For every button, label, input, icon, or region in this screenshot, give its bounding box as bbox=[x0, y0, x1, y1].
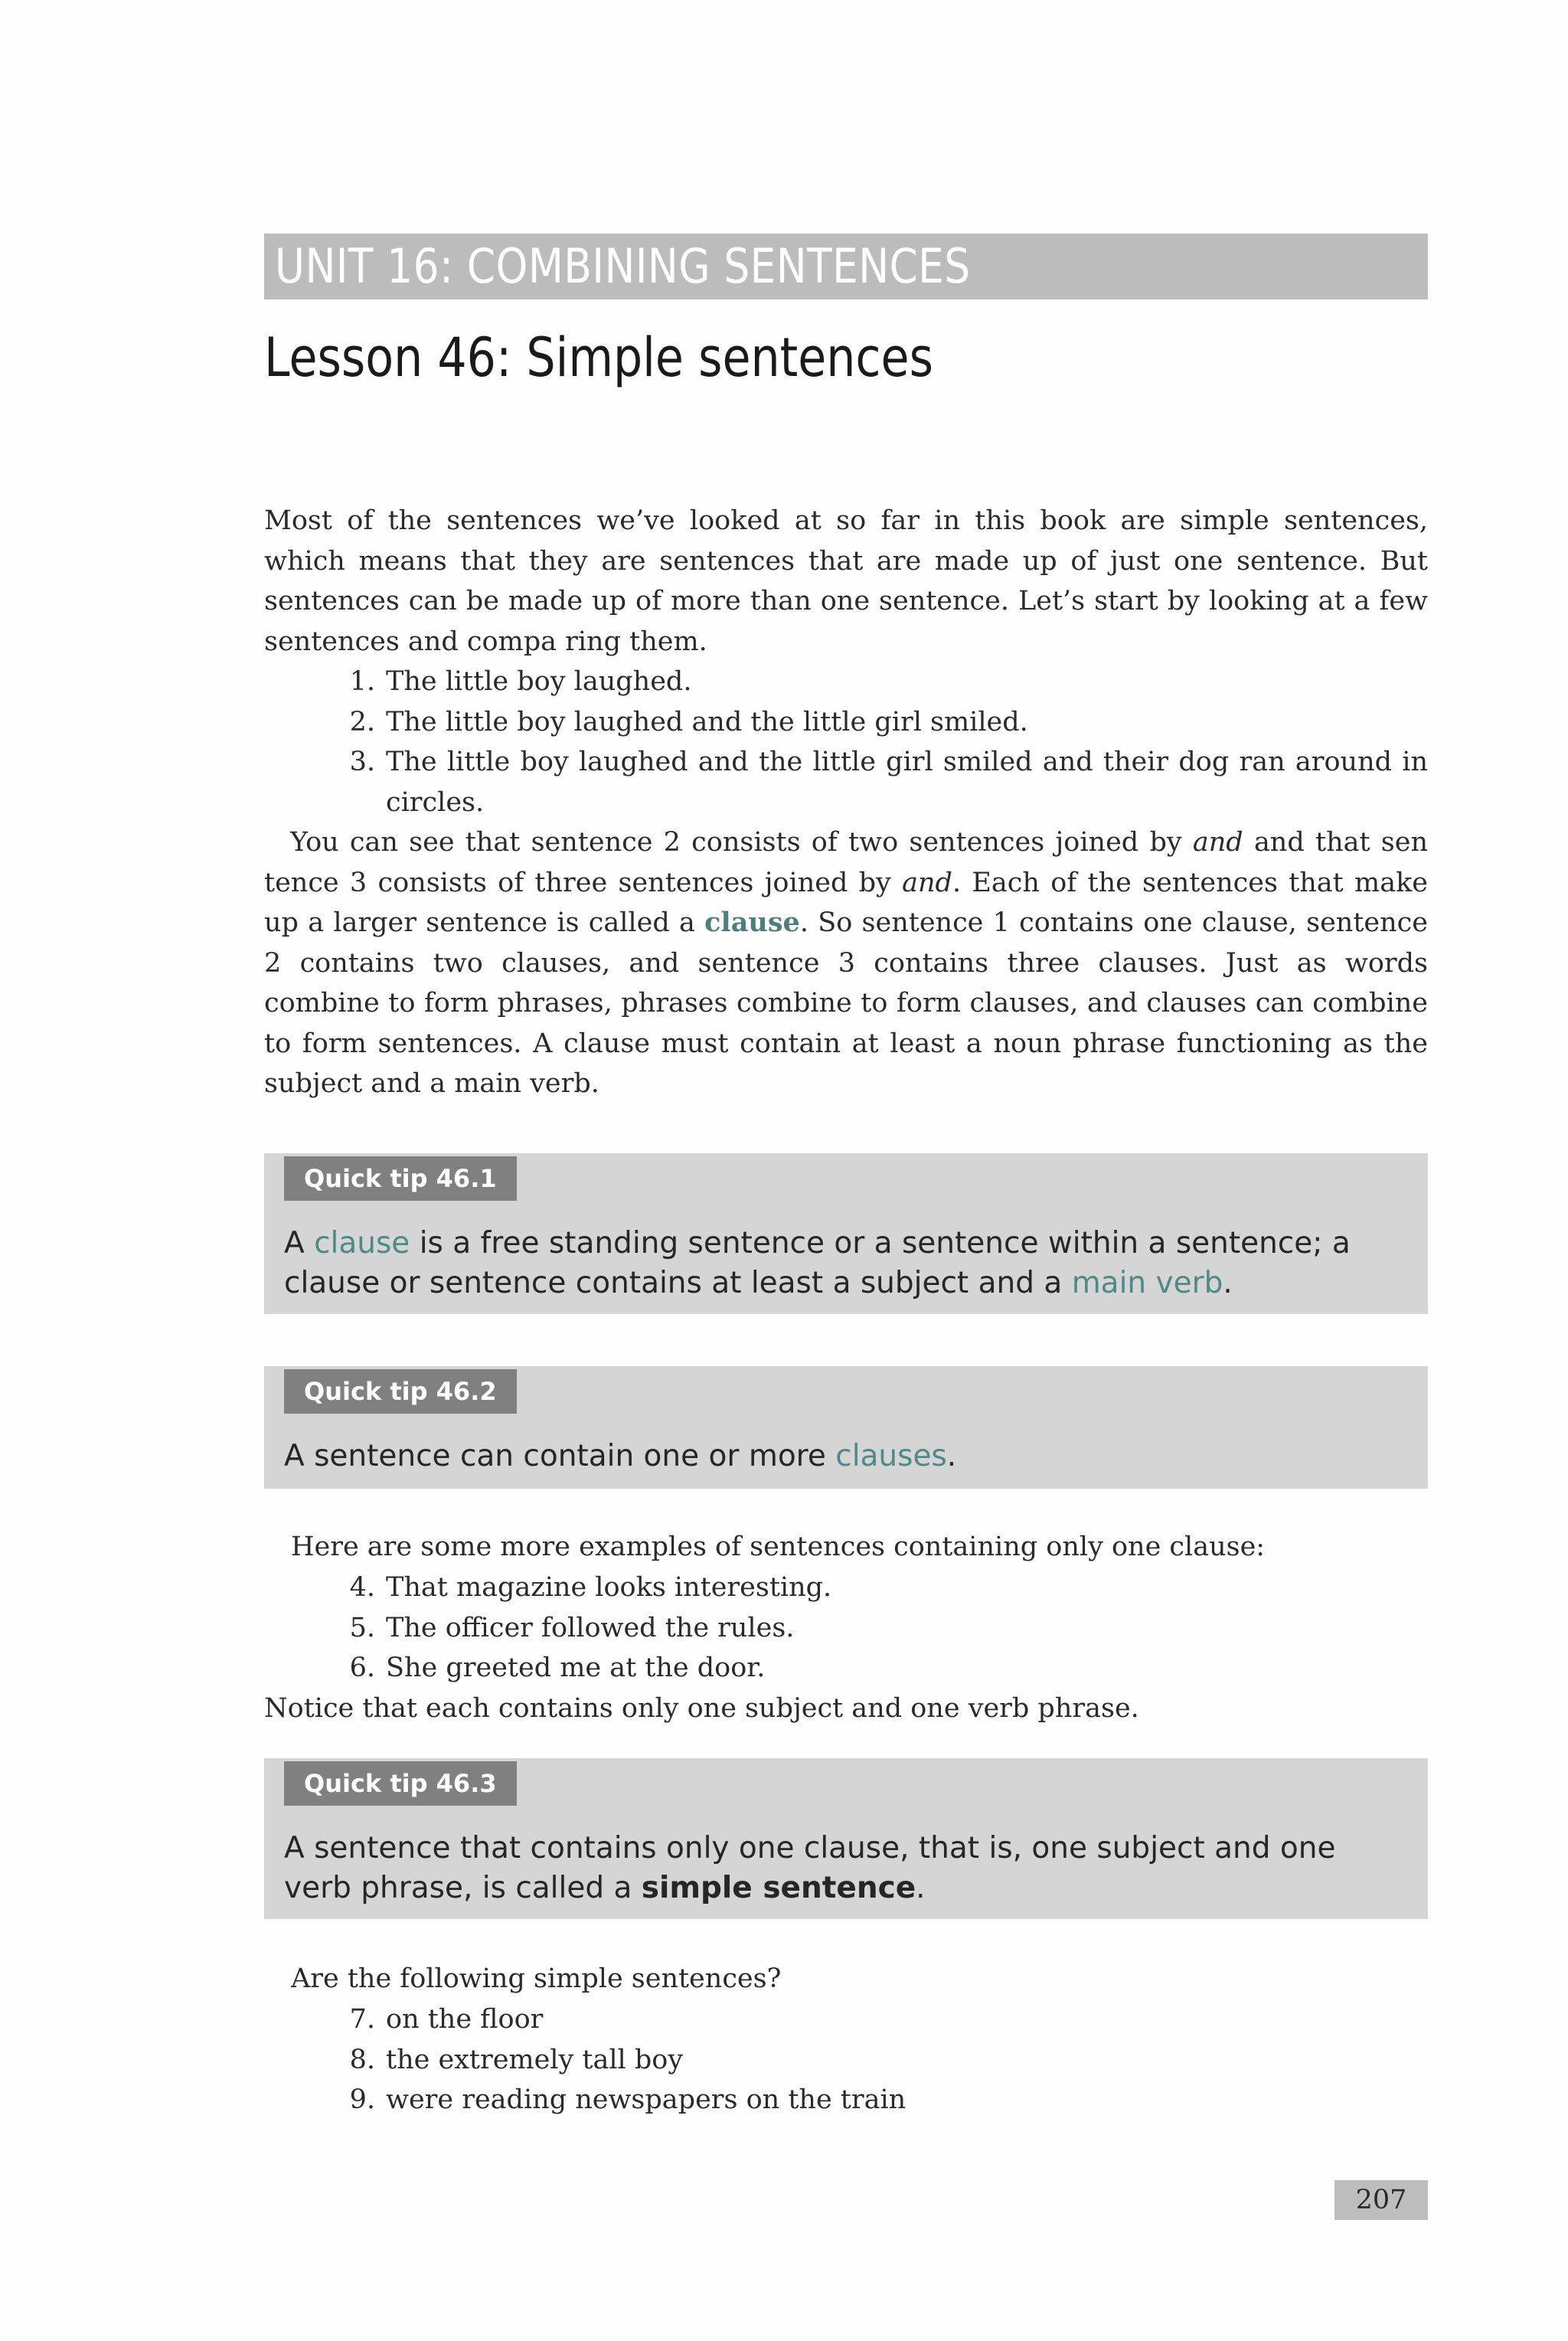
emphasis-and: and bbox=[1192, 827, 1243, 858]
quick-tip-text: A sentence that contains only one clause, that is, one subject and one verb phrase, is called a simple sentence. bbox=[284, 1831, 1336, 1905]
question-list bbox=[337, 1999, 1428, 2120]
list-item: 5. The officer followed the rules. bbox=[349, 1612, 795, 1643]
list-item: 9. were reading newspapers on the train bbox=[349, 2084, 906, 2115]
intro-paragraph: Most of the sentences we’ve looked at so far in this book are simple sentences, which means that they are sentences that are made up of just one sentence. But sentences can be made up of more than one sentence. Let’s start by looking at a few sentences and compa ring them. bbox=[264, 505, 1428, 657]
explanation-paragraph: You can see that sentence 2 consists of two sentences joined by and and that sen tence 3 consists of three sentences joined by and. Each of the sentences that make up a larger sentence is called a clause. So sentence 1 contains one clause, sentence 2 contains two clauses, and sentence 3 contains three clauses. Just as words combine to form phrases, phrases combine to form clauses, and clauses can combine to form sentences. A clause must contain at least a noun phrase functioning as the subject and a main verb. bbox=[264, 827, 1429, 1099]
more-examples-intro: Here are some more examples of sentences containing only one clause: bbox=[291, 1532, 1266, 1562]
list-item: 1. The little boy laughed. bbox=[349, 666, 692, 697]
quick-tip-text: A sentence can contain one or more clauses. bbox=[284, 1439, 957, 1473]
glossary-term-clauses: clauses bbox=[835, 1439, 947, 1473]
quick-tip-label: Quick tip 46.3 bbox=[284, 1761, 517, 1806]
glossary-term-clause: clause bbox=[314, 1226, 410, 1260]
quick-tip-label: Quick tip 46.1 bbox=[284, 1156, 517, 1201]
notice-sentence: Notice that each contains only one subject and one verb phrase. bbox=[264, 1693, 1139, 1724]
glossary-term-main-verb: main verb bbox=[1071, 1266, 1223, 1300]
quick-tip-label: Quick tip 46.2 bbox=[284, 1369, 517, 1414]
example-list-2 bbox=[337, 1568, 1428, 1689]
emphasis-and: and bbox=[902, 867, 952, 898]
lesson-title: Lesson 46: Simple sentences bbox=[264, 326, 933, 389]
example-list-1 bbox=[337, 662, 1428, 822]
list-item: 4. That magazine looks interesting. bbox=[349, 1572, 832, 1603]
bold-term-simple-sentence: simple sentence bbox=[641, 1871, 916, 1905]
key-term-clause: clause bbox=[704, 907, 800, 938]
quick-tip-text: A clause is a free standing sentence or a sentence within a sentence; a clause or sentence contains at least a subject and a main verb. bbox=[284, 1226, 1351, 1300]
unit-title: UNIT 16: COMBINING SENTENCES bbox=[275, 238, 971, 294]
list-item: 7. on the floor bbox=[349, 2004, 544, 2035]
list-item: 3. The little boy laughed and the little girl smiled and their dog ran around in circles. bbox=[349, 747, 1428, 818]
question-intro: Are the following simple sentences? bbox=[291, 1963, 782, 1994]
quick-tip-46-3 bbox=[264, 1758, 1428, 1919]
list-item: 6. She greeted me at the door. bbox=[349, 1653, 766, 1683]
unit-banner bbox=[264, 234, 1428, 299]
quick-tip-46-1 bbox=[264, 1153, 1428, 1314]
list-item: 8. the extremely tall boy bbox=[349, 2044, 684, 2075]
list-item: 2. The little boy laughed and the little girl smiled. bbox=[349, 706, 1028, 737]
quick-tip-46-2 bbox=[264, 1366, 1428, 1489]
page-number: 207 bbox=[1334, 2180, 1428, 2220]
